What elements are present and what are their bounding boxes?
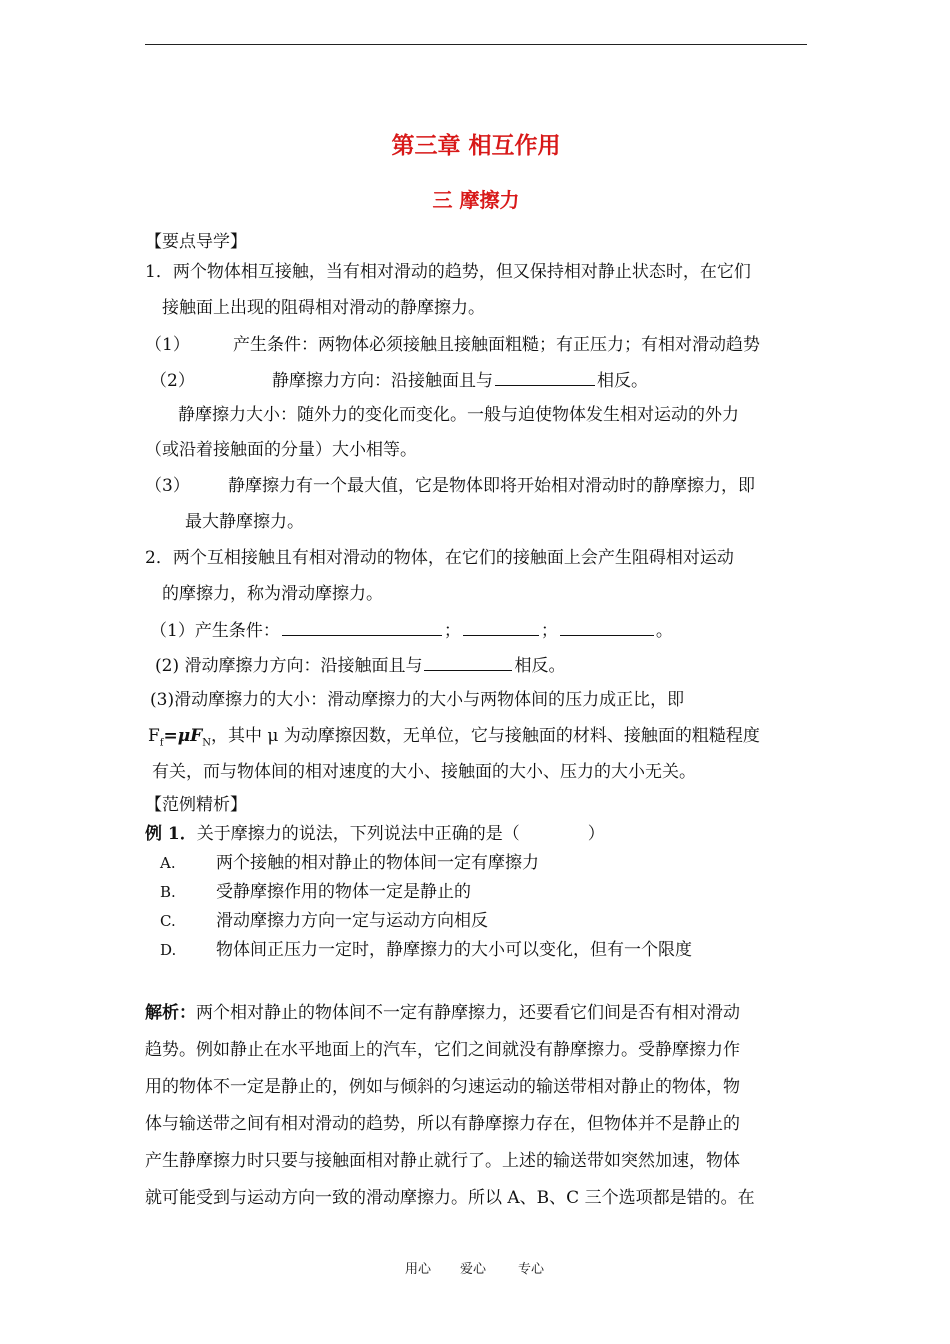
analysis-line-3: 用的物体不一定是静止的，例如与倾斜的匀速运动的输送带相对静止的物体，物 [145, 1077, 740, 1097]
analysis-line-5: 产生静摩擦力时只要与接触面相对静止就行了。上述的输送带如突然加速，物体 [145, 1151, 740, 1171]
section-header-key-points: 【要点导学】 [145, 232, 247, 252]
item-number: （2） [150, 371, 195, 391]
option-text: 受静摩擦作用的物体一定是静止的 [216, 882, 471, 902]
footer-text-2: 爱心 [460, 1262, 487, 1277]
footer-text-3: 专心 [518, 1262, 545, 1277]
example-question [145, 824, 605, 844]
sliding-direction [155, 655, 565, 676]
point-1-line-2: 接触面上出现的阻碍相对滑动的静摩擦力。 [162, 298, 485, 318]
formula-subscript-N: N [202, 737, 212, 749]
formula-subscript-f: f [159, 737, 164, 749]
separator: ； [443, 621, 461, 641]
section-title: 三 摩擦力 [432, 188, 520, 212]
analysis-line-2: 趋势。例如静止在水平地面上的汽车，它们之间就没有静摩擦力。受静摩擦力作 [145, 1040, 740, 1060]
sliding-conditions [150, 620, 673, 641]
option-c[interactable] [160, 911, 488, 931]
static-magnitude-line-2: （或沿着接触面的分量）大小相等。 [145, 440, 417, 460]
option-text: 物体间正压力一定时，静摩擦力的大小可以变化，但有一个限度 [216, 940, 692, 960]
option-b[interactable] [160, 882, 471, 902]
item-text: （1）产生条件： [150, 621, 280, 641]
item-text-end: 相反。 [514, 656, 566, 676]
point-2-line-2: 的摩擦力，称为滑动摩擦力。 [162, 584, 383, 604]
fill-in-blank-3[interactable] [560, 620, 654, 636]
option-text: 滑动摩擦力方向一定与运动方向相反 [216, 911, 488, 931]
example-label: 例 1． [145, 824, 197, 844]
option-letter: D. [160, 941, 177, 959]
option-d[interactable] [160, 940, 692, 960]
fill-in-blank[interactable] [424, 655, 512, 671]
sliding-magnitude-line-1: (3)滑动摩擦力的大小：滑动摩擦力的大小与两物体间的压力成正比，即 [150, 690, 685, 710]
item-text: 静摩擦力有一个最大值，它是物体即将开始相对滑动时的静摩擦力，即 [228, 476, 755, 496]
formula-mu-F: =μF [163, 726, 203, 746]
footer-text-1: 用心 [405, 1262, 432, 1277]
separator: ； [540, 621, 558, 641]
option-text: 两个接触的相对静止的物体间一定有摩擦力 [216, 853, 539, 873]
sliding-magnitude-line-3: 有关，而与物体间的相对速度的大小、接触面的大小、压力的大小无关。 [152, 762, 696, 782]
point-2-line-1: 2．两个互相接触且有相对滑动的物体，在它们的接触面上会产生阻碍相对运动 [145, 548, 734, 568]
analysis-text: 两个相对静止的物体间不一定有静摩擦力，还要看它们间是否有相对滑动 [196, 1003, 740, 1023]
item-text: 产生条件：两物体必须接触且接触面粗糙；有正压力；有相对滑动趋势 [233, 335, 760, 355]
item-number: （1） [145, 335, 190, 355]
option-letter: A. [160, 854, 176, 872]
fill-in-blank[interactable] [495, 370, 595, 386]
fill-in-blank-1[interactable] [282, 620, 442, 636]
item-text-end: 相反。 [597, 371, 648, 391]
option-letter: B. [160, 883, 176, 901]
formula-F: F [148, 726, 160, 746]
fill-in-blank-2[interactable] [463, 620, 539, 636]
item-text: 静摩擦力方向：沿接触面且与 [272, 371, 493, 391]
option-a[interactable] [160, 853, 539, 873]
section-header-examples: 【范例精析】 [145, 795, 247, 815]
item-number: （3） [145, 476, 190, 496]
analysis-label: 解析： [145, 1003, 196, 1023]
question-text: 关于摩擦力的说法，下列说法中正确的是（ ） [196, 824, 605, 844]
header-rule [145, 44, 807, 45]
analysis-line-4: 体与输送带之间有相对滑动的趋势，所以有静摩擦力存在，但物体并不是静止的 [145, 1114, 740, 1134]
chapter-title: 第三章 相互作用 [391, 132, 561, 159]
item-text: (2) 滑动摩擦力方向：沿接触面且与 [155, 656, 423, 676]
item-2-static-direction [150, 370, 648, 391]
option-letter: C. [160, 912, 176, 930]
item-3-max-static [145, 476, 755, 496]
point-1-line-1: 1．两个物体相互接触，当有相对滑动的趋势，但又保持相对静止状态时，在它们 [145, 262, 751, 282]
end-mark: 。 [655, 621, 673, 641]
item-1-static-conditions [145, 335, 760, 355]
static-magnitude-line-1: 静摩擦力大小：随外力的变化而变化。一般与迫使物体发生相对运动的外力 [178, 405, 739, 425]
analysis-line-1 [145, 1003, 740, 1023]
analysis-line-6: 就可能受到与运动方向一致的滑动摩擦力。所以 A、B、C 三个选项都是错的。在 [145, 1188, 755, 1208]
friction-formula-line [148, 726, 760, 753]
formula-explanation: ，其中 μ 为动摩擦因数，无单位，它与接触面的材料、接触面的粗糙程度 [211, 726, 760, 746]
item-3-line-2: 最大静摩擦力。 [185, 512, 304, 532]
